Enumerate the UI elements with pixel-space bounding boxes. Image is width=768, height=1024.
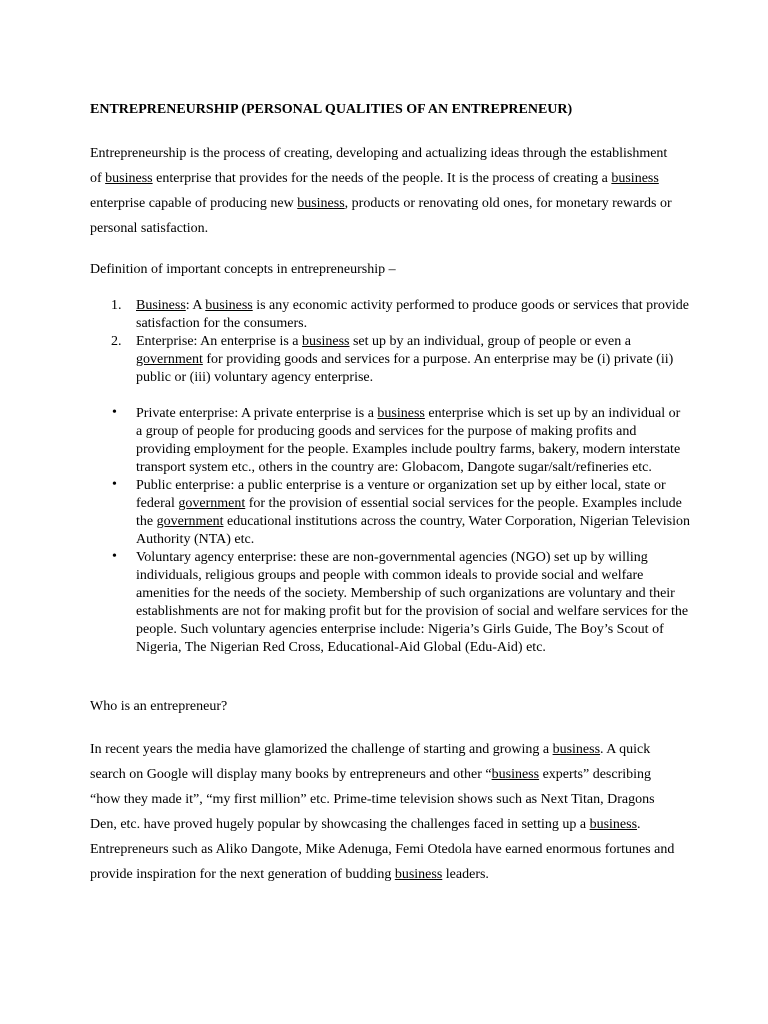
business-link[interactable]: business: [394, 867, 443, 882]
bullet-item-private: [90, 405, 690, 477]
bullet-text: Public enterprise: a public enterprise is a venture or organization set up by either local, state or federal: [136, 478, 666, 511]
who-heading: Who is an entrepreneur?: [90, 699, 228, 714]
list-number: 1.: [111, 298, 122, 313]
bullet-text: Voluntary agency enterprise: these are non-governmental agencies (NGO) set up by willing individuals, religious groups and people with common ideals to provide social and welfare amenities for the needs of the society. Membership of such organizations are voluntary and their establishments are not for making profit but for the provision of social and welfare services for the people. Such voluntary agencies enterprise include: Nigeria’s Girls Guide, The Boy’s Scout of Nigeria, The Nigerian Red Cross, Educational-Aid Global (Edu-Aid) etc.: [136, 550, 689, 655]
list-text: Enterprise: An enterprise is a: [136, 334, 303, 349]
intro-text-2: enterprise that provides for the needs of the people. It is the process of creating a: [152, 171, 612, 186]
final-text-2: . A quick search on Google will display many books by entrepreneurs and other “: [90, 742, 651, 782]
final-paragraph: [90, 737, 675, 887]
list-item-enterprise: [90, 333, 690, 387]
bullet-text: educational institutions across the country, Water Corporation, Nigerian Television Authority (NTA) etc.: [136, 514, 691, 547]
bullet-item-public: [90, 477, 690, 549]
bullet-icon: •: [112, 477, 117, 492]
business-link-2[interactable]: business: [611, 171, 659, 186]
definition-heading: Definition of important concepts in entrepreneurship –: [90, 262, 396, 277]
business-link[interactable]: business: [205, 298, 253, 313]
intro-text-3: enterprise capable of producing new: [90, 196, 298, 211]
list-number: 2.: [111, 334, 122, 349]
business-link-3[interactable]: business: [297, 196, 345, 211]
business-link-1[interactable]: business: [105, 171, 153, 186]
list-text: : A: [185, 298, 206, 313]
list-text: is any economic activity performed to produce goods or services that provide satisfaction for the consumers.: [136, 298, 689, 331]
government-link[interactable]: government: [156, 514, 224, 529]
business-link[interactable]: business: [589, 817, 638, 832]
bullet-text: Private enterprise: A private enterprise is a: [136, 406, 378, 421]
list-text: for providing goods and services for a purpose. An enterprise may be (i) private (ii) public or (iii) voluntary agency enterprise.: [136, 352, 674, 385]
business-term-link[interactable]: Business: [136, 298, 186, 313]
bullet-item-voluntary: [90, 549, 690, 657]
final-text-3: experts” describing “how they made it”, “my first million” etc. Prime-time television shows such as Next Titan, Dragons Den, etc. have proved hugely popular by showcasing the challenges faced in setting up a: [90, 767, 655, 832]
government-link[interactable]: government: [178, 496, 246, 511]
business-link[interactable]: business: [302, 334, 350, 349]
definition-list: [90, 297, 690, 387]
list-item-business: [90, 297, 690, 333]
business-link[interactable]: business: [552, 742, 601, 757]
enterprise-types-list: [90, 405, 690, 657]
final-text-5: leaders.: [442, 867, 489, 882]
final-text-1: In recent years the media have glamorized the challenge of starting and growing a: [90, 742, 553, 757]
document-title: ENTREPRENEURSHIP (PERSONAL QUALITIES OF AN ENTREPRENEUR): [90, 102, 573, 117]
list-text: set up by an individual, group of people or even a: [349, 334, 631, 349]
final-text-4: . Entrepreneurs such as Aliko Dangote, Mike Adenuga, Femi Otedola have earned enormous fortunes and provide inspiration for the next generation of budding: [90, 817, 675, 882]
bullet-icon: •: [112, 405, 117, 420]
bullet-text: enterprise which is set up by an individual or a group of people for producing goods and services for the purpose of making profits and providing employment for the people. Examples include poultry farms, bakery, modern interstate transport system etc., others in the country are: Globacom, Dangote sugar/salt/refineries etc.: [136, 406, 681, 475]
government-link[interactable]: government: [136, 352, 203, 367]
bullet-text: for the provision of essential social services for the people. Examples include the: [136, 496, 682, 529]
bullet-icon: •: [112, 549, 117, 564]
intro-text-4: , products or renovating old ones, for monetary rewards or personal satisfaction.: [90, 196, 672, 236]
business-link[interactable]: business: [377, 406, 425, 421]
business-link[interactable]: business: [491, 767, 540, 782]
intro-text-1: Entrepreneurship is the process of creating, developing and actualizing ideas through the establishment of: [90, 146, 668, 186]
intro-paragraph: [90, 141, 675, 241]
